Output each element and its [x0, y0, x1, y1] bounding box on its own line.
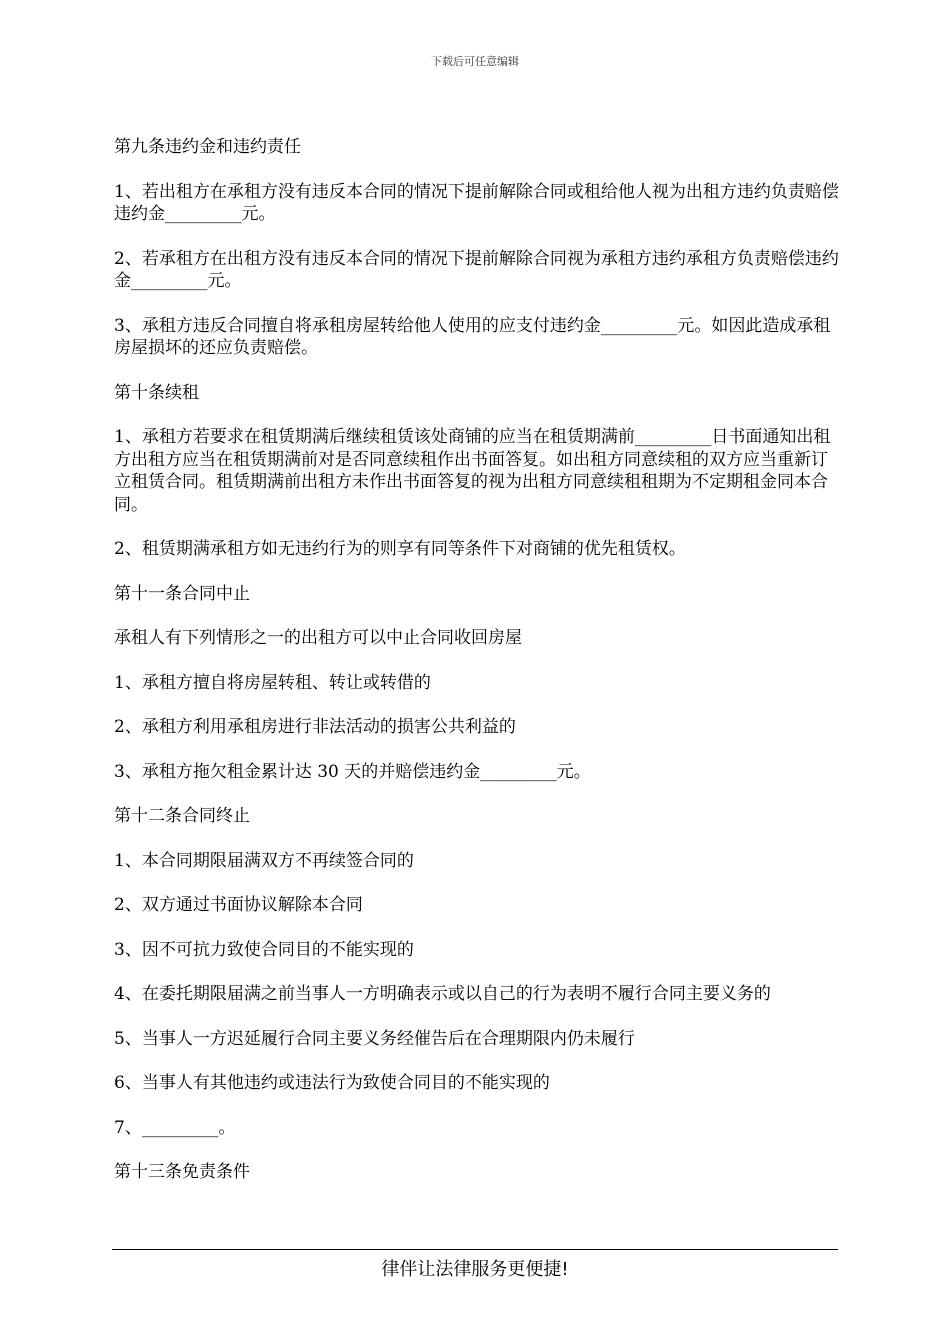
- clause-paragraph: 3、承租方拖欠租金累计达 30 天的并赔偿违约金_________元。: [114, 761, 591, 782]
- clause-paragraph: 2、若承租方在出租方没有违反本合同的情况下提前解除合同视为承租方违约承租方负责赔偿违约金_________元。: [114, 248, 839, 291]
- clause-paragraph: 3、因不可抗力致使合同目的不能实现的: [114, 939, 414, 960]
- article-heading: 第十二条合同终止: [114, 806, 250, 826]
- article-heading: 第十条续租: [114, 382, 199, 403]
- clause-paragraph: 5、当事人一方迟延履行合同主要义务经催告后在合理期限内仍未履行: [114, 1028, 635, 1049]
- clause-paragraph: 承租人有下列情形之一的出租方可以中止合同收回房屋: [114, 628, 522, 648]
- clause-paragraph: 1、若出租方在承租方没有违反本合同的情况下提前解除合同或租给他人视为出租方违约负责赔偿违约金_________元。: [114, 181, 839, 224]
- clause-paragraph: 3、承租方违反合同擅自将承租房屋转给他人使用的应支付违约金_________元。如因此造成承租房屋损坏的还应负责赔偿。: [114, 315, 831, 358]
- clause-paragraph: 4、在委托期限届满之前当事人一方明确表示或以自己的行为表明不履行合同主要义务的: [114, 984, 771, 1004]
- clause-paragraph: 1、本合同期限届满双方不再续签合同的: [114, 850, 414, 871]
- page-header-note: 下载后可任意编辑: [431, 55, 519, 68]
- clause-paragraph: 7、_________。: [114, 1117, 236, 1138]
- clause-paragraph: 2、租赁期满承租方如无违约行为的则享有同等条件下对商铺的优先租赁权。: [114, 539, 686, 559]
- clause-paragraph: 1、承租方若要求在租赁期满后继续租赁该处商铺的应当在租赁期满前_________日书面通知出租方出租方应当在租赁期满前对是否同意续租作出书面答复。如出租方同意续租的双方应当重新订立租赁合同。租赁期满前出租方未作出书面答复的视为出租方同意续租租期为不定期租金同本合同。: [114, 427, 831, 515]
- article-heading: 第十三条免责条件: [114, 1162, 250, 1182]
- footer-divider: [112, 1249, 838, 1250]
- article-heading: 第十一条合同中止: [114, 583, 250, 604]
- article-heading: 第九条违约金和违约责任: [114, 137, 301, 157]
- clause-paragraph: 6、当事人有其他违约或违法行为致使合同目的不能实现的: [114, 1073, 550, 1093]
- footer-slogan: 律伴让法律服务更便捷!: [381, 1259, 569, 1280]
- clause-paragraph: 2、双方通过书面协议解除本合同: [114, 895, 363, 915]
- clause-paragraph: 1、承租方擅自将房屋转租、转让或转借的: [114, 672, 431, 693]
- clause-paragraph: 2、承租方利用承租房进行非法活动的损害公共利益的: [114, 717, 516, 737]
- document-body: [114, 136, 839, 1206]
